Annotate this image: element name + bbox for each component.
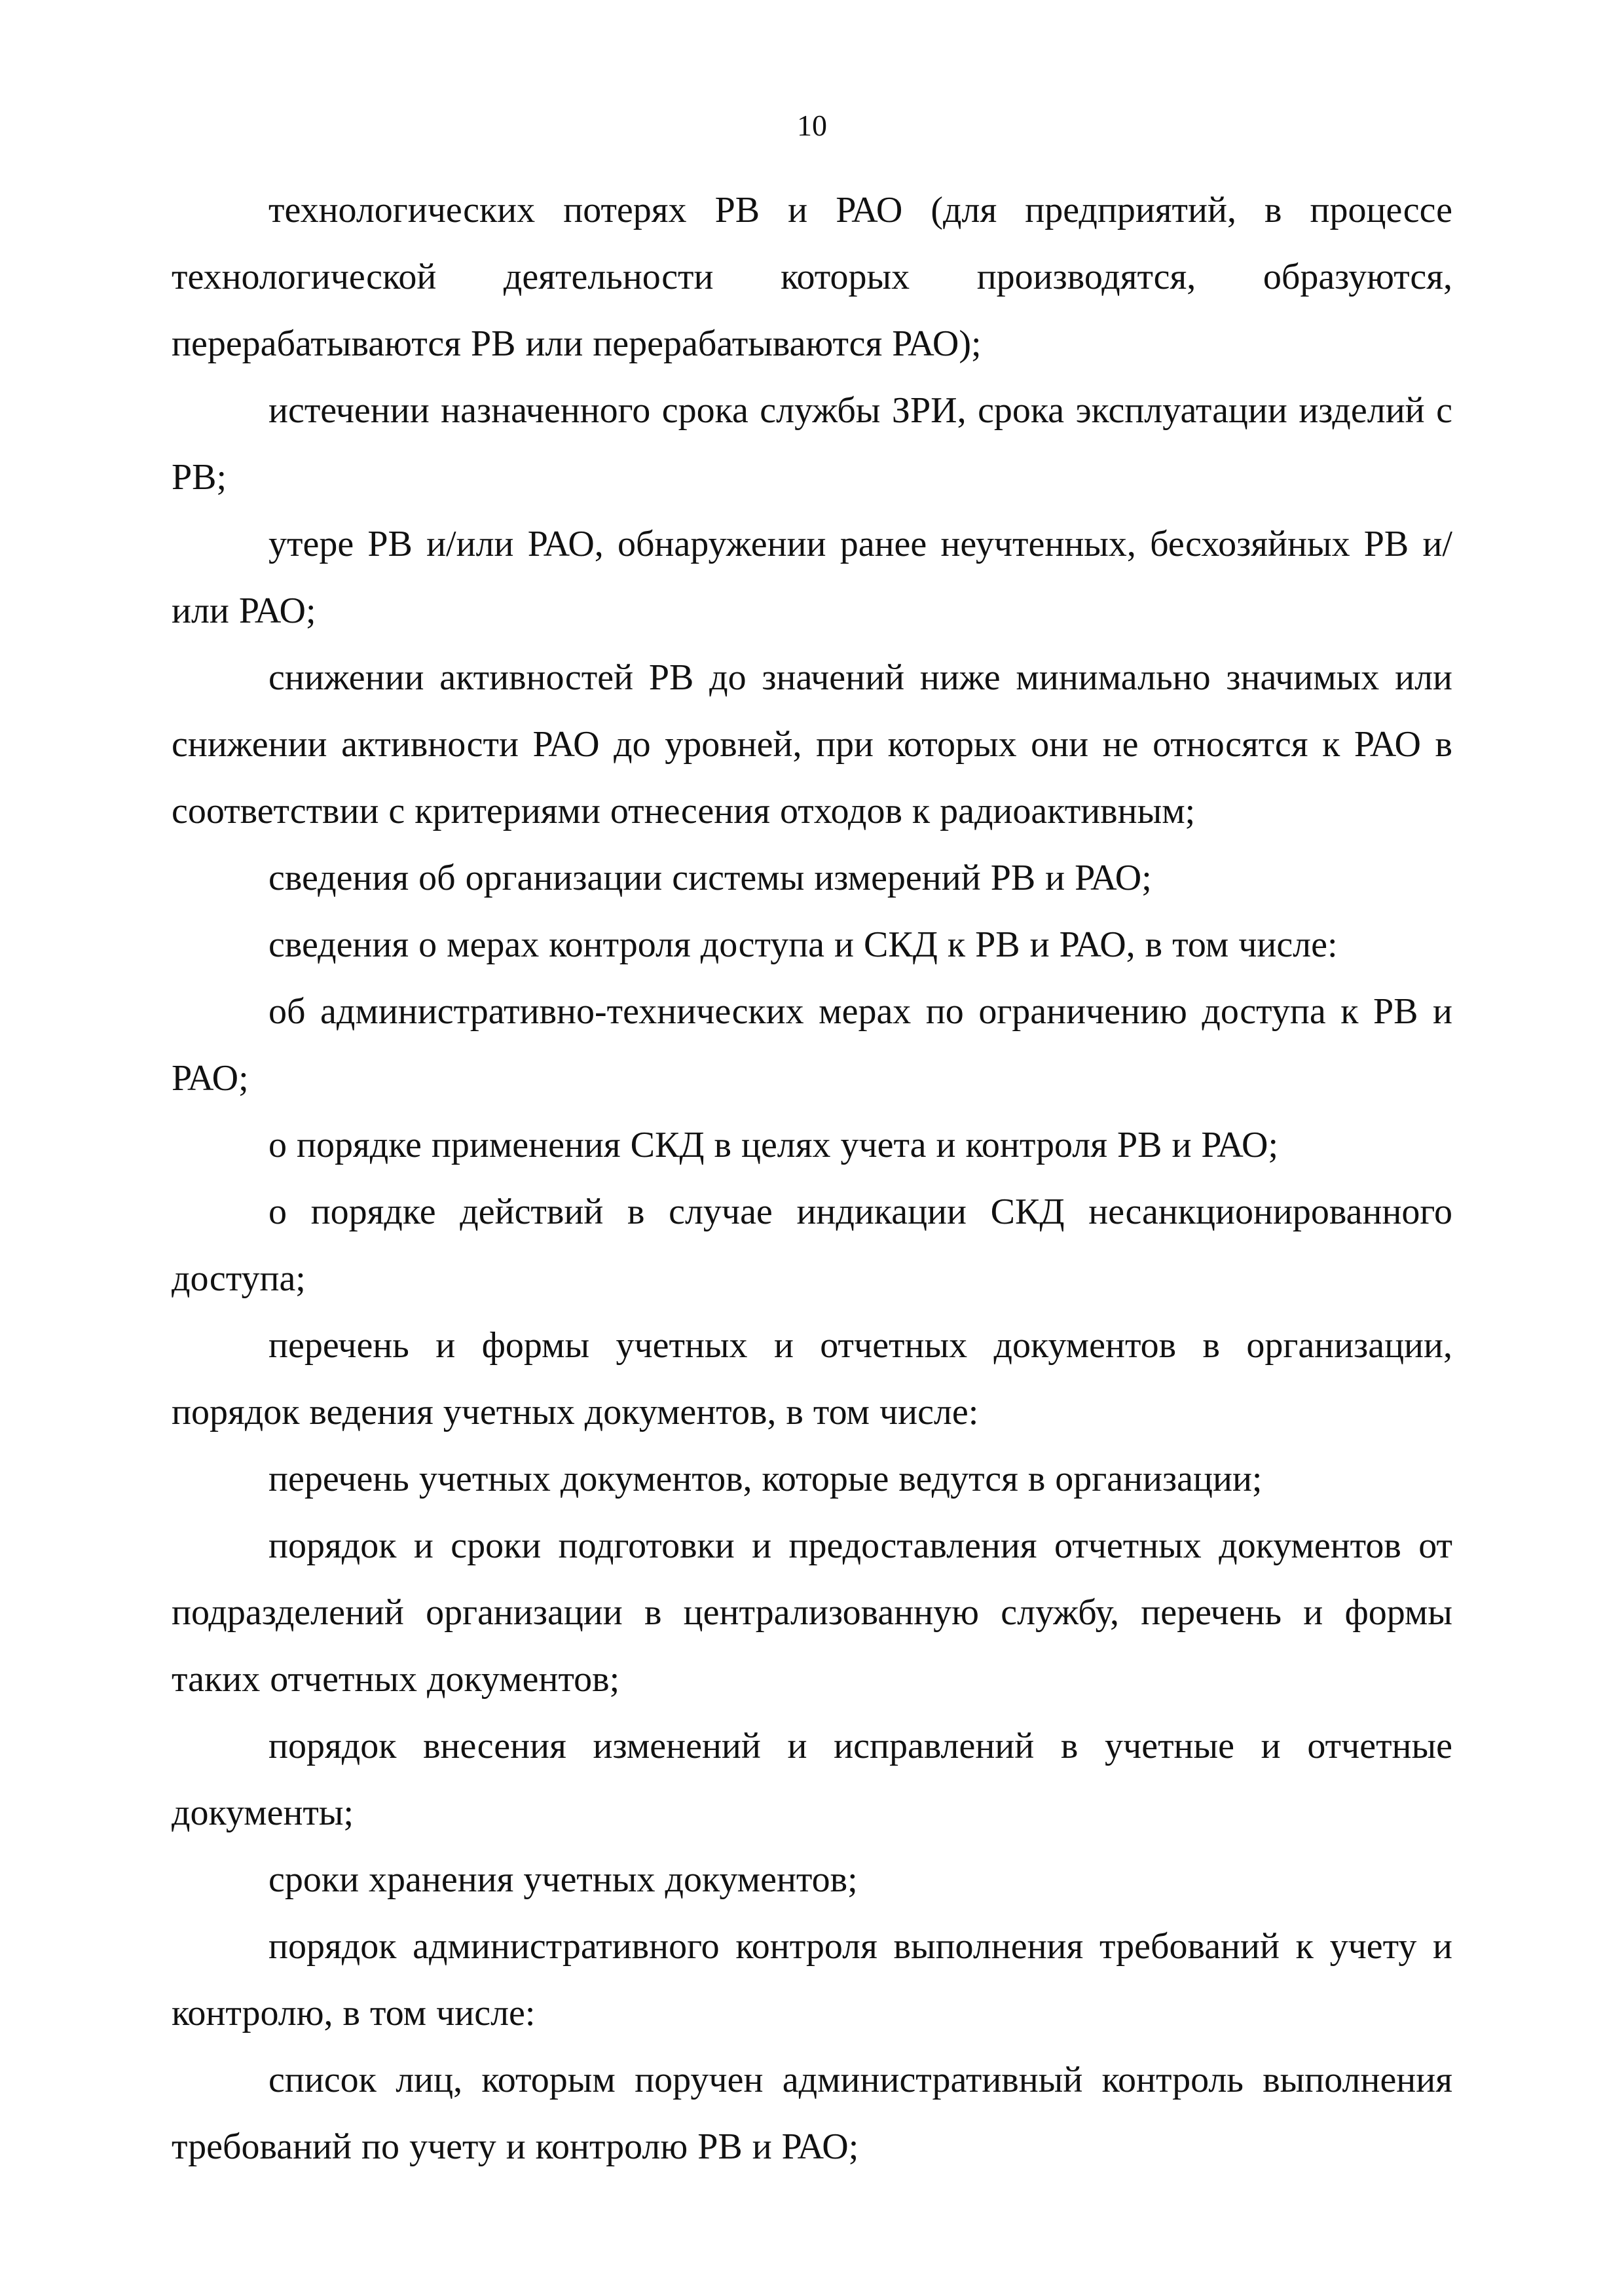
paragraph: снижении активностей РВ до значений ниже минимально значимых или снижении активности РАО до уровней, при которых они не относятся к РАО в соответствии с критериями отнесения отходов к радиоактивным; xyxy=(172,657,1452,831)
paragraph: технологических потерях РВ и РАО (для предприятий, в процессе технологической деятельности которых производятся, образуются, перерабатываются РВ или перерабатываются РАО); xyxy=(172,190,1452,364)
page-number: 10 xyxy=(797,109,827,142)
paragraph: сведения об организации системы измерений РВ и РАО; xyxy=(268,858,1152,898)
paragraph: порядок внесения изменений и исправлений в учетные и отчетные документы; xyxy=(172,1726,1452,1833)
paragraph: сроки хранения учетных документов; xyxy=(268,1859,858,1900)
paragraph: истечении назначенного срока службы ЗРИ, срока эксплуатации изделий с РВ; xyxy=(172,390,1452,498)
paragraph: порядок административного контроля выполнения требований к учету и контролю, в том числе: xyxy=(172,1926,1452,2033)
paragraph: порядок и сроки подготовки и предоставления отчетных документов от подразделений организации в централизованную службу, перечень и формы таких отчетных документов; xyxy=(172,1525,1452,1700)
paragraph: об административно-технических мерах по ограничению доступа к РВ и РАО; xyxy=(172,991,1452,1099)
document-body xyxy=(172,177,1452,2180)
paragraph: сведения о мерах контроля доступа и СКД к РВ и РАО, в том числе: xyxy=(268,924,1338,965)
paragraph: о порядке действий в случае индикации СКД несанкционированного доступа; xyxy=(172,1192,1452,1299)
paragraph: список лиц, которым поручен административный контроль выполнения требований по учету и контролю РВ и РАО; xyxy=(172,2060,1452,2167)
paragraph: перечень и формы учетных и отчетных документов в организации, порядок ведения учетных документов, в том числе: xyxy=(172,1325,1452,1432)
paragraph: перечень учетных документов, которые ведутся в организации; xyxy=(268,1459,1263,1499)
paragraph: утере РВ и/или РАО, обнаружении ранее неучтенных, бесхозяйных РВ и/или РАО; xyxy=(172,524,1452,631)
paragraph: о порядке применения СКД в целях учета и контроля РВ и РАО; xyxy=(268,1125,1279,1165)
